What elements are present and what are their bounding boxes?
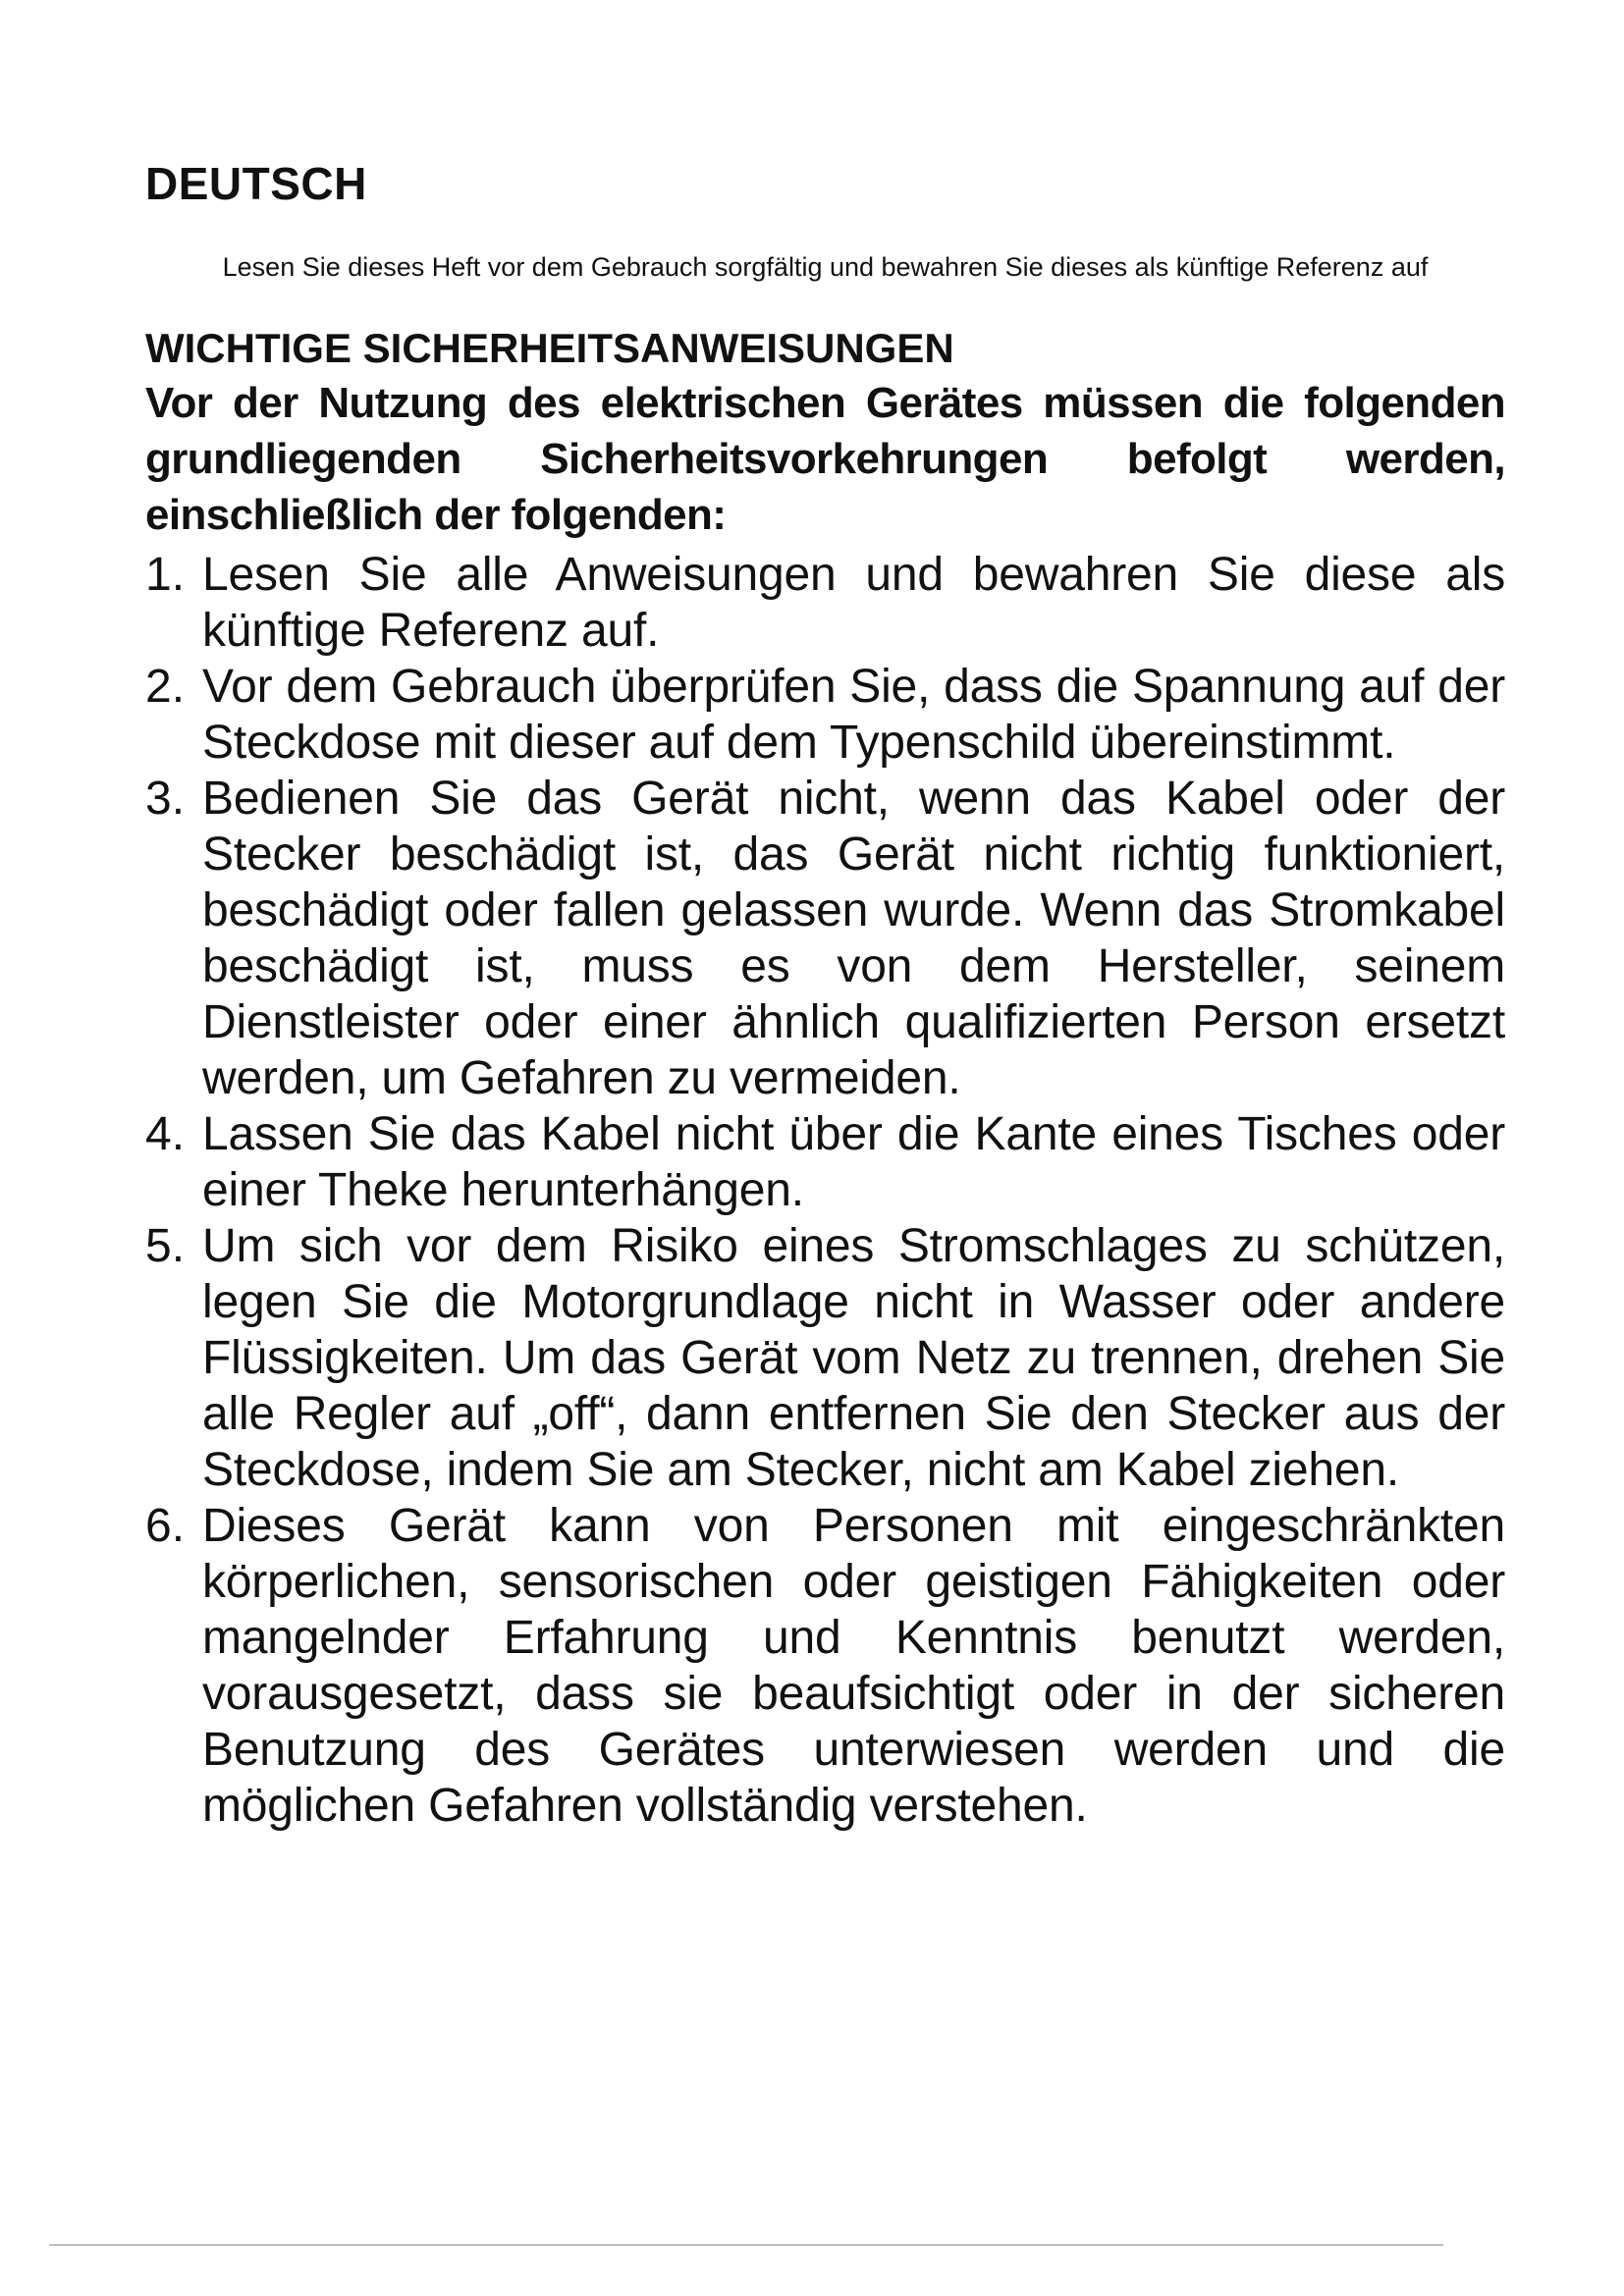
item-text: Lesen Sie alle Anweisungen und bewahren Sie diese als künftige Referenz auf.: [202, 549, 1505, 658]
footer-divider: [49, 2244, 1443, 2246]
item-text: Bedienen Sie das Gerät nicht, wenn das Kabel oder der Stecker beschädigt ist, das Gerät nicht richtig funktioniert, beschädigt oder fallen gelassen wurde. Wenn das Stromkabel beschädigt ist, muss es von dem Hersteller, seinem Dienstleister oder einer ähnlich qualifizierten Person ersetzt werden, um Gefahren zu vermeiden.: [202, 773, 1505, 1105]
item-number: 3.: [145, 773, 186, 826]
intro-note: Lesen Sie dieses Heft vor dem Gebrauch sorgfältig und bewahren Sie dieses als künftige Referenz auf: [222, 252, 1429, 283]
safety-item: [145, 1106, 1505, 1218]
item-text: Um sich vor dem Risiko eines Stromschlages zu schützen, legen Sie die Motorgrundlage nicht in Wasser oder andere Flüssigkeiten. Um das Gerät vom Netz zu trennen, drehen Sie alle Regler auf „off“, dann entfernen Sie den Stecker aus der Steckdose, indem Sie am Stecker, nicht am Kabel ziehen.: [202, 1220, 1505, 1497]
language-heading: DEUTSCH: [145, 158, 367, 209]
safety-list: [145, 547, 1505, 1834]
item-number: 1.: [145, 549, 186, 602]
safety-subtitle: Vor der Nutzung des elektrischen Gerätes müssen die folgenden grundliegenden Sicherheitsvorkehrungen befolgt werden, einschließlich der folgenden:: [145, 378, 1505, 539]
item-text: Dieses Gerät kann von Personen mit eingeschränkten körperlichen, sensorischen oder geistigen Fähigkeiten oder mangelnder Erfahrung und Kenntnis benutzt werden, vorausgesetzt, dass sie beaufsichtigt oder in der sicheren Benutzung des Gerätes unterwiesen werden und die möglichen Gefahren vollständig verstehen.: [202, 1500, 1505, 1833]
item-text: Vor dem Gebrauch überprüfen Sie, dass die Spannung auf der Steckdose mit dieser auf dem Typenschild übereinstimmt.: [202, 661, 1505, 770]
item-number: 6.: [145, 1500, 186, 1553]
safety-item: [145, 771, 1505, 1106]
safety-title: WICHTIGE SICHERHEITSANWEISUNGEN: [145, 325, 954, 372]
safety-item: [145, 659, 1505, 771]
safety-item: [145, 1218, 1505, 1498]
safety-item: [145, 547, 1505, 659]
safety-item: [145, 1498, 1505, 1834]
item-number: 4.: [145, 1108, 186, 1161]
document-page: [145, 157, 1505, 1834]
item-number: 2.: [145, 661, 186, 714]
item-number: 5.: [145, 1220, 186, 1273]
item-text: Lassen Sie das Kabel nicht über die Kante eines Tisches oder einer Theke herunterhängen.: [202, 1108, 1505, 1217]
